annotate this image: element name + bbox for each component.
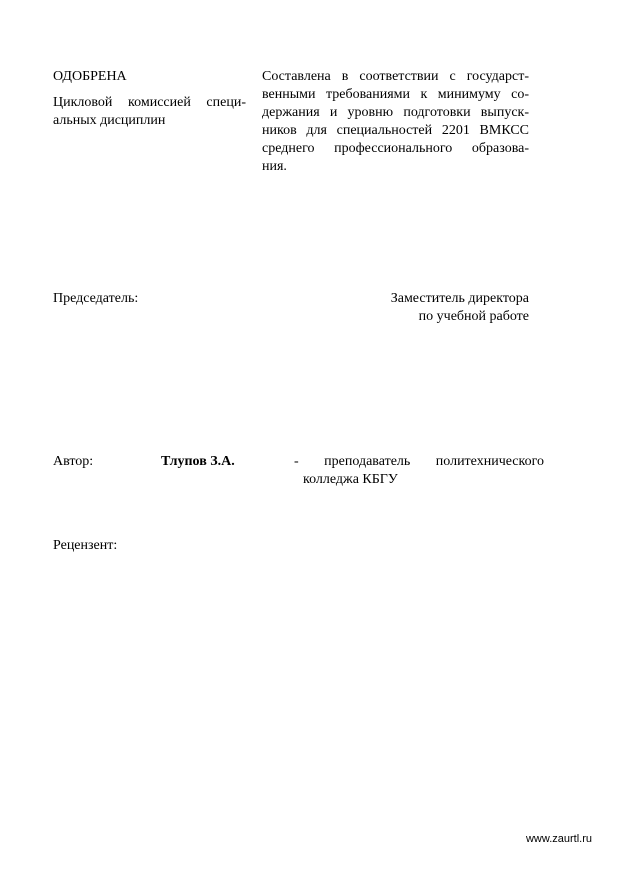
deputy-director-title (329, 290, 529, 326)
reviewer-label: Рецензент: (53, 538, 118, 553)
author-name: Тлупов З.А. (161, 454, 235, 469)
approved-heading: ОДОБРЕНА (53, 69, 127, 84)
author-role (294, 453, 544, 489)
site-url: www.zaurtl.ru (525, 833, 592, 845)
commission-line: Цикловой комиссией специ- (53, 95, 246, 110)
author-role-line: колледжа КБГУ (303, 472, 398, 487)
deputy-line: по учебной работе (418, 309, 529, 324)
chairman-label: Председатель: (53, 291, 139, 306)
compliance-line: ния. (262, 159, 287, 174)
compliance-line: венными требованиями к минимуму со- (262, 87, 529, 102)
commission-text (53, 94, 246, 130)
compliance-line: среднего профессионального образова- (262, 141, 529, 156)
commission-line: альных дисциплин (53, 113, 166, 128)
compliance-line: держания и уровню подготовки выпуск- (262, 105, 529, 120)
compliance-line: ников для специальностей 2201 ВМКСС (262, 123, 529, 138)
author-label: Автор: (53, 454, 94, 469)
compliance-text (262, 68, 529, 176)
author-role-line: - преподаватель политехнического (294, 454, 544, 469)
deputy-line: Заместитель директора (390, 291, 529, 306)
compliance-line: Составлена в соответствии с государст- (262, 69, 529, 84)
